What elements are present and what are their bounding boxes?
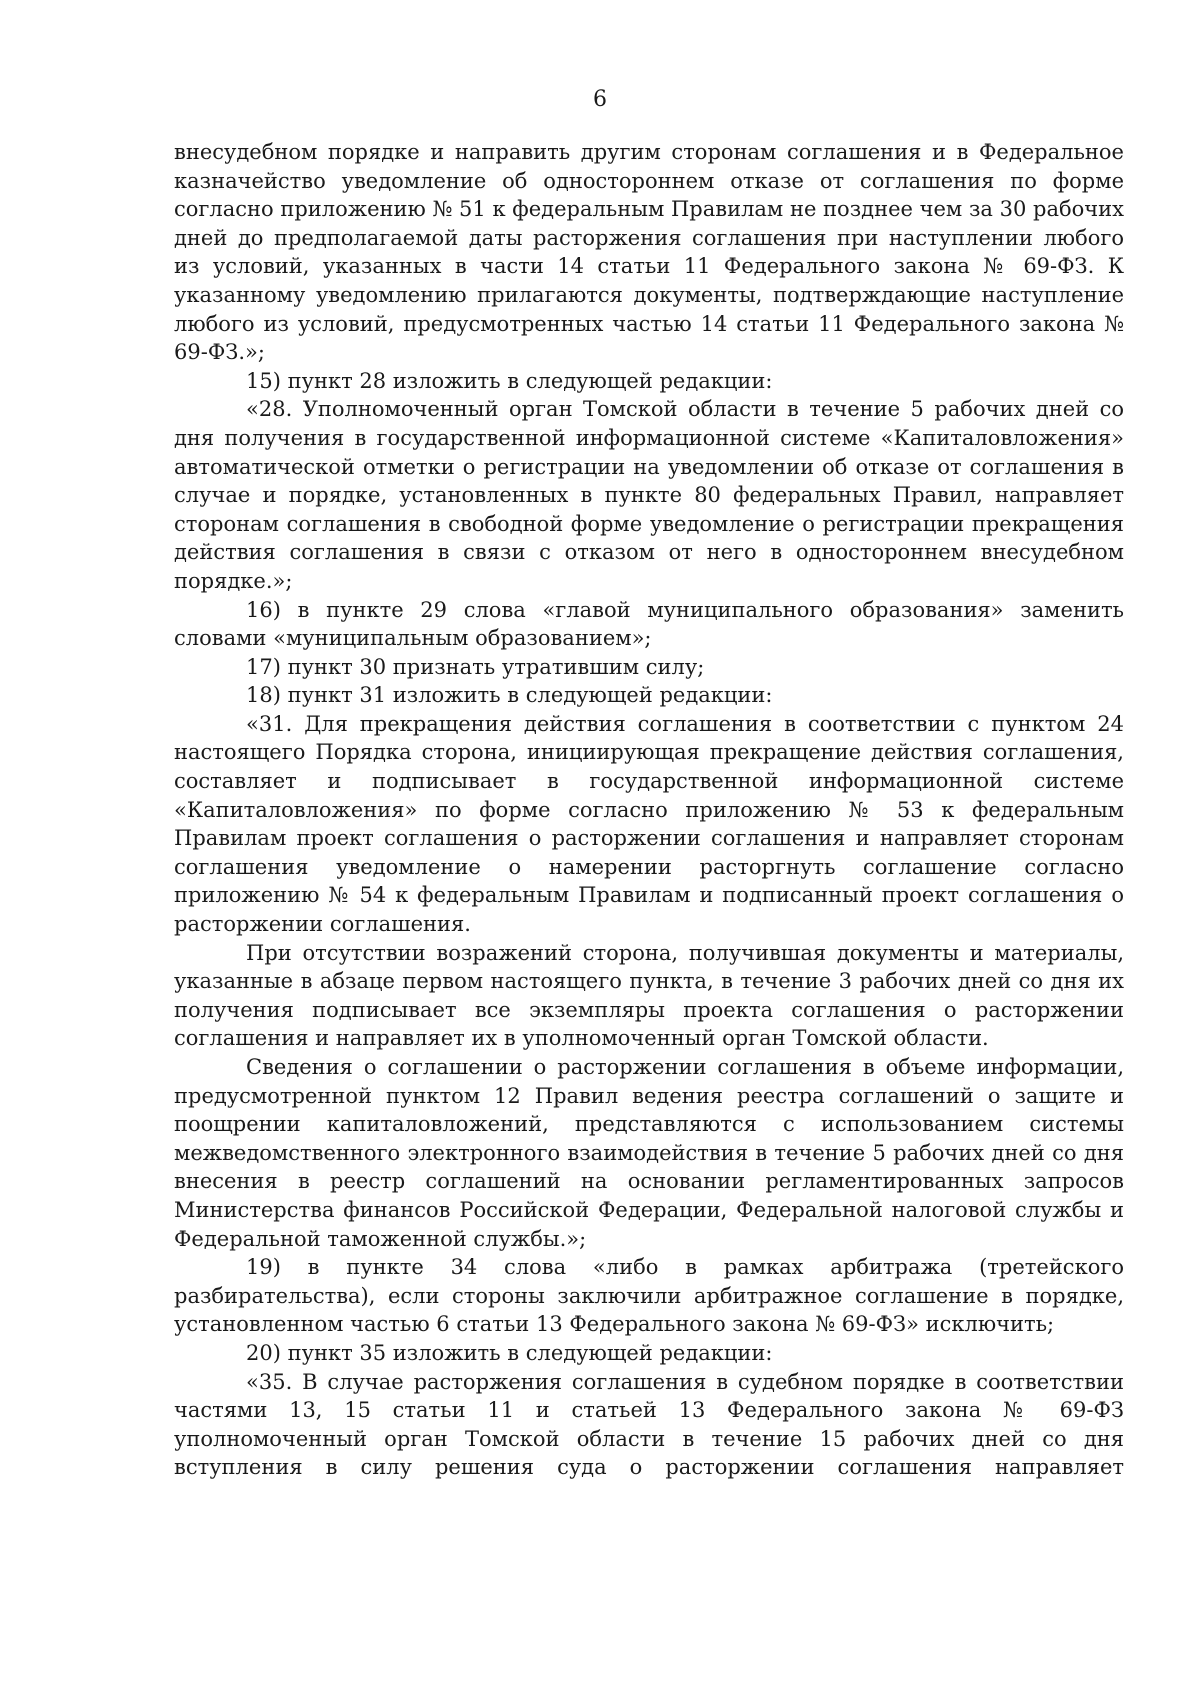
paragraph-3: «28. Уполномоченный орган Томской области в течение 5 рабочих дней со дня получения в государственной информационной системе «Капиталовложения» автоматической отметки о регистрации на уведомлении об отказе от соглашения в случае и порядке, установленных в пункте 80 федеральных Правил, направляет сторонам соглашения в свободной форме уведомление о регистрации прекращения действия соглашения в связи с отказом от него в одностороннем внесудебном порядке.»; bbox=[174, 397, 1124, 593]
paragraph-9: Сведения о соглашении о расторжении соглашения в объеме информации, предусмотренной пунктом 12 Правил ведения реестра соглашений о защите и поощрении капиталовложений, представляются с использованием системы межведомственного электронного взаимодействия в течение 5 рабочих дней со дня внесения в реестр соглашений на основании регламентированных запросов Министерства финансов Российской Федерации, Федеральной налоговой службы и Федеральной таможенной службы.»; bbox=[174, 1055, 1124, 1251]
paragraph-5: 17) пункт 30 признать утратившим силу; bbox=[246, 654, 705, 679]
paragraph-6: 18) пункт 31 изложить в следующей редакции: bbox=[246, 683, 773, 708]
paragraph-11: 20) пункт 35 изложить в следующей редакции: bbox=[246, 1340, 773, 1365]
page-number: 6 bbox=[593, 87, 607, 112]
paragraph-1: внесудебном порядке и направить другим сторонам соглашения и в Федеральное казначейство уведомление об одностороннем отказе от соглашения по форме согласно приложению № 51 к федеральным Правилам не позднее чем за 30 рабочих дней до предполагаемой даты расторжения соглашения при наступлении любого из условий, указанных в части 14 статьи 11 Федерального закона № 69-ФЗ. К указанному уведомлению прилагаются документы, подтверждающие наступление любого из условий, предусмотренных частью 14 статьи 11 Федерального закона № 69-ФЗ.»; bbox=[174, 140, 1124, 365]
paragraph-10: 19) в пункте 34 слова «либо в рамках арбитража (третейского разбирательства), если стороны заключили арбитражное соглашение в порядке, установленном частью 6 статьи 13 Федерального закона № 69-ФЗ» исключить; bbox=[174, 1255, 1124, 1337]
paragraph-7: «31. Для прекращения действия соглашения в соответствии с пунктом 24 настоящего Порядка сторона, инициирующая прекращение действия соглашения, составляет и подписывает в государственной информационной системе «Капиталовложения» по форме согласно приложению № 53 к федеральным Правилам проект соглашения о расторжении соглашения и направляет сторонам соглашения уведомление о намерении расторгнуть соглашение согласно приложению № 54 к федеральным Правилам и подписанный проект соглашения о расторжении соглашения. bbox=[174, 711, 1124, 937]
paragraph-8: При отсутствии возражений сторона, получившая документы и материалы, указанные в абзаце первом настоящего пункта, в течение 3 рабочих дней со дня их получения подписывает все экземпляры проекта соглашения о расторжении соглашения и направляет их в уполномоченный орган Томской области. bbox=[174, 940, 1124, 1051]
paragraph-4: 16) в пункте 29 слова «главой муниципального образования» заменить словами «муниципальным образованием»; bbox=[174, 597, 1124, 651]
paragraph-2: 15) пункт 28 изложить в следующей редакции: bbox=[246, 368, 773, 393]
document-body bbox=[174, 138, 1124, 1482]
paragraph-12: «35. В случае расторжения соглашения в судебном порядке в соответствии частями 13, 15 статьи 11 и статьей 13 Федерального закона № 69-ФЗ уполномоченный орган Томской области в течение 15 рабочих дней со дня вступления в силу решения суда о расторжении соглашения направляет bbox=[174, 1369, 1124, 1480]
